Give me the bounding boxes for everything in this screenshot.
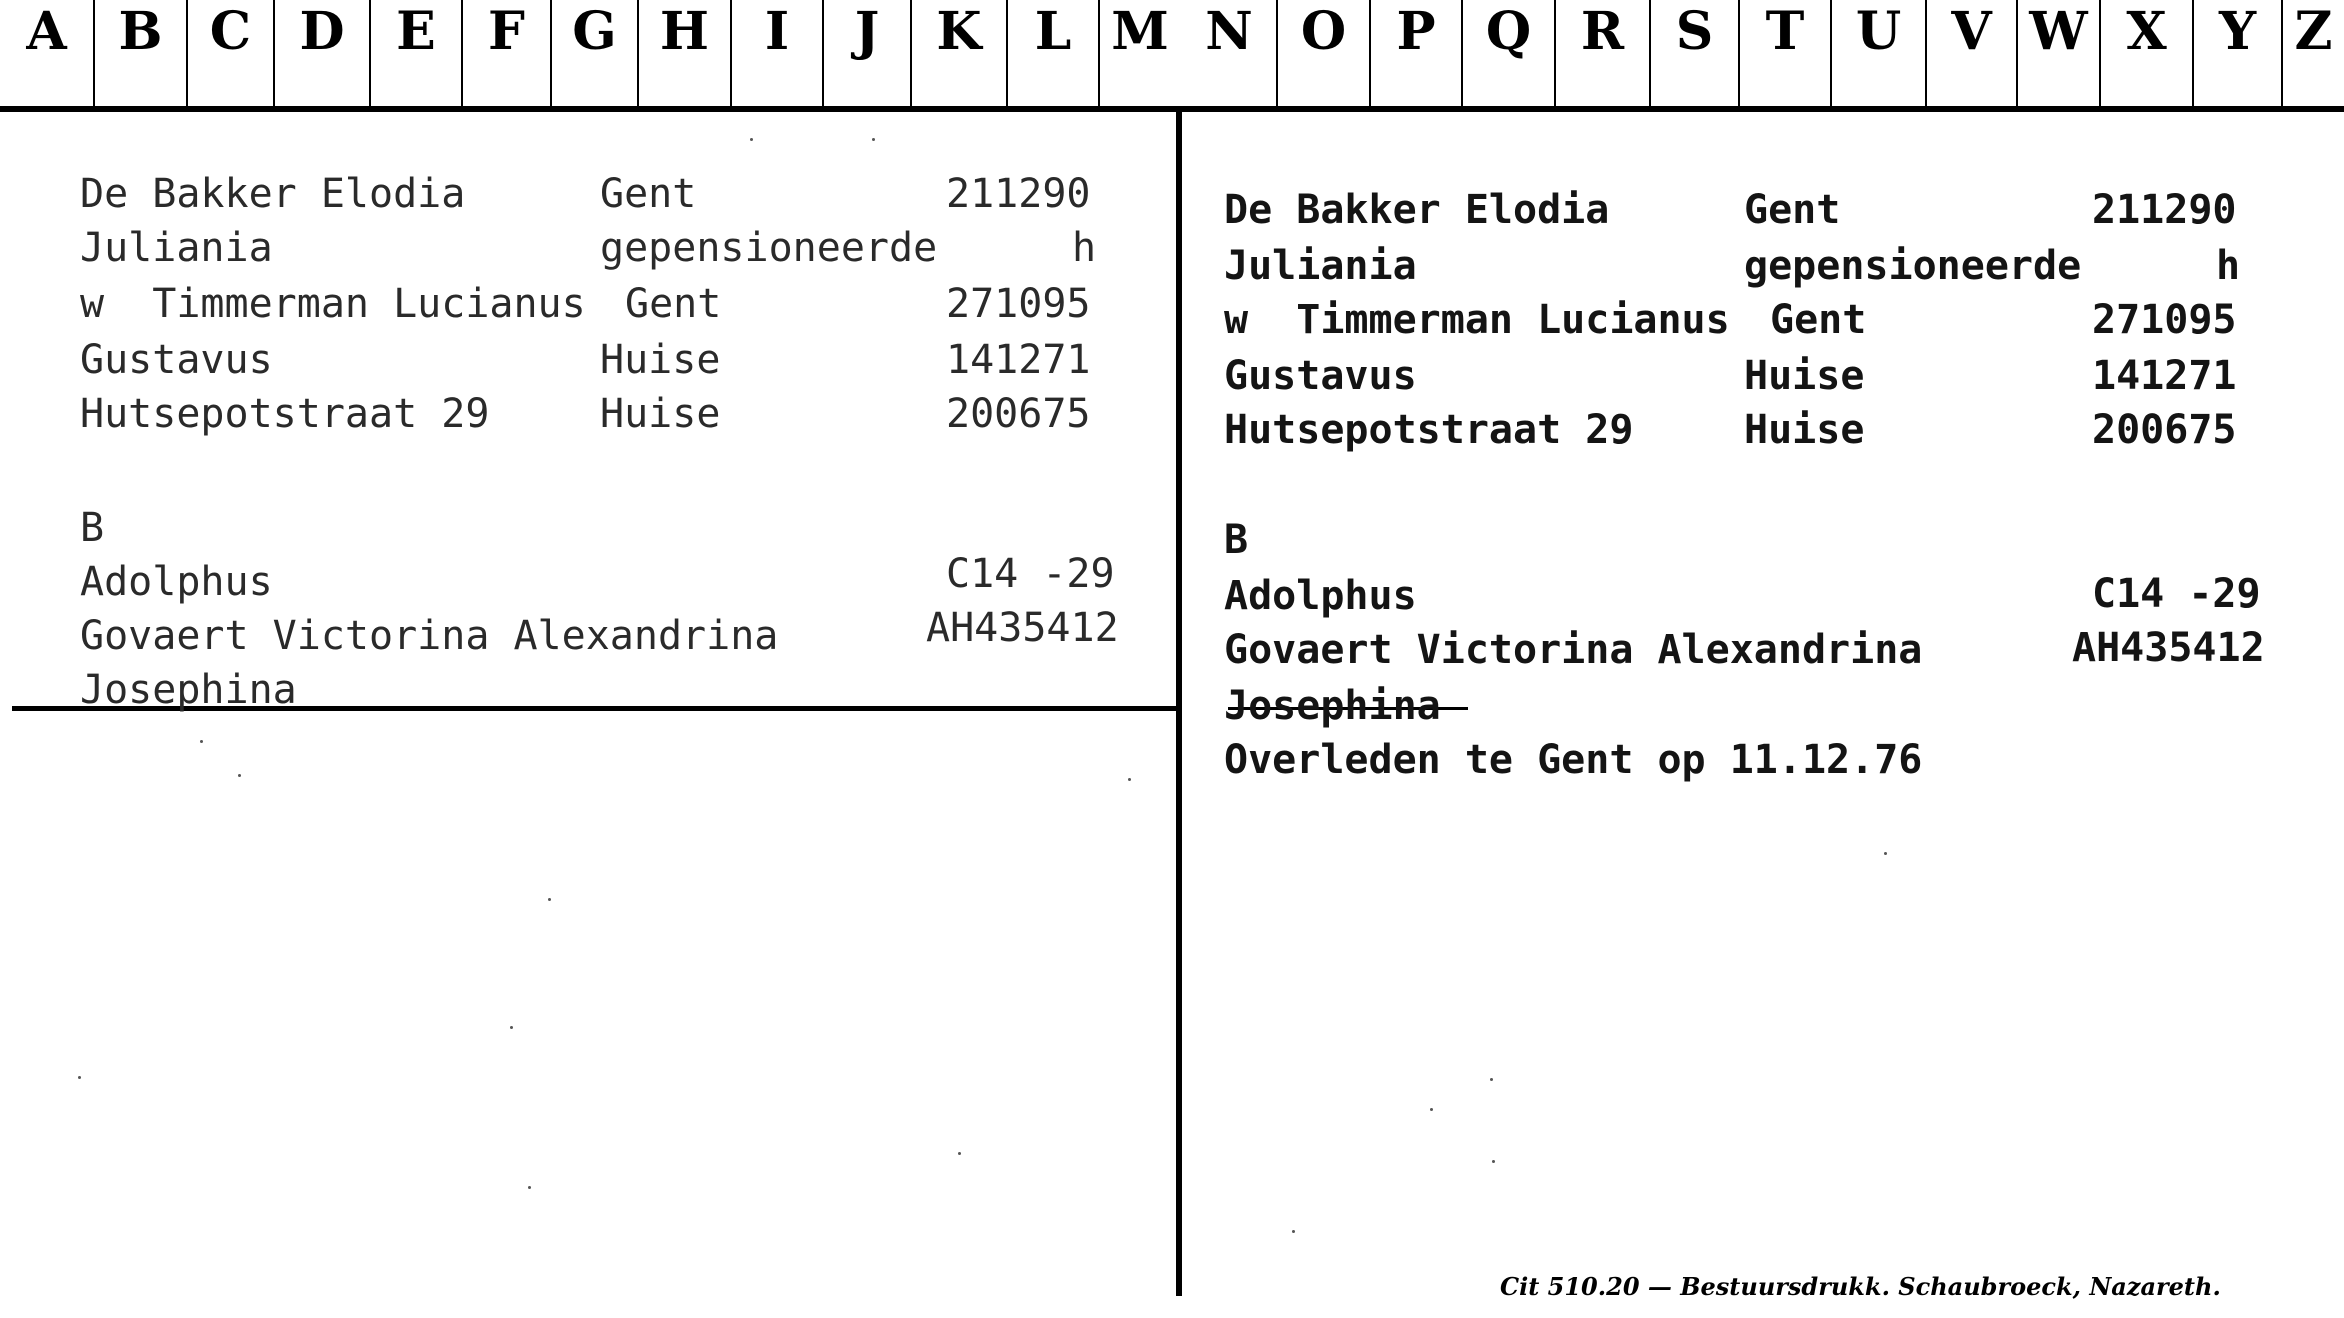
record-place: Gent [1744, 187, 1841, 233]
record-code: h [1072, 225, 1097, 271]
scan-speck [1292, 1230, 1295, 1233]
record-name: Gustavus [1224, 353, 1417, 399]
scan-speck [238, 774, 241, 777]
death-note: Overleden te Gent op 11.12.76 [1224, 737, 1923, 783]
alphabet-letter: O [1300, 1, 1347, 62]
scan-speck [958, 1152, 961, 1155]
record-name: Hutsepotstraat 29 [1224, 407, 1634, 453]
section-label: B [80, 505, 105, 551]
alphabet-letter: Y [2218, 1, 2257, 62]
alphabet-letter: B [118, 1, 163, 62]
record-place: gepensioneerde [1744, 243, 2082, 289]
record-name: Govaert Victorina Alexandrina [1224, 627, 1923, 673]
scan-speck [1430, 1108, 1433, 1111]
record-name: Adolphus [1224, 573, 1417, 619]
scan-speck [1128, 778, 1131, 781]
record-name: Adolphus [80, 559, 273, 605]
record-code: 211290 [2092, 187, 2237, 233]
record-name: w Timmerman Lucianus [80, 281, 586, 327]
alphabet-letter: S [1675, 1, 1714, 62]
alphabet-letter: J [854, 1, 880, 62]
alphabet-letter: T [1765, 1, 1805, 62]
alphabet-letter: W [2029, 1, 2088, 62]
record-name: Govaert Victorina Alexandrina [80, 613, 779, 659]
alphabet-letter: U [1855, 1, 1902, 62]
record-place: Huise [1744, 407, 1865, 453]
alphabet-index [0, 0, 2344, 112]
scan-speck [750, 138, 753, 141]
alphabet-letter: Q [1485, 1, 1532, 62]
scan-speck [78, 1076, 81, 1079]
alphabet-letter: F [488, 1, 525, 62]
scan-speck [1884, 852, 1887, 855]
record-code: 200675 [2092, 407, 2237, 453]
record-code: 211290 [946, 171, 1091, 217]
alphabet-letter: Z [2294, 1, 2333, 62]
alphabet-letter: M [1111, 1, 1169, 62]
alphabet-letter: E [396, 1, 436, 62]
record-name: w Timmerman Lucianus [1224, 297, 1730, 343]
record-place: Gent [1770, 297, 1867, 343]
alphabet-letter: L [1034, 1, 1072, 62]
record-name: Juliania [80, 225, 273, 271]
scan-speck [528, 1186, 531, 1189]
alphabet-letter: X [2126, 1, 2167, 62]
record-place: Gent [600, 171, 697, 217]
record-code: 271095 [946, 281, 1091, 327]
alphabet-letter: V [1951, 1, 1992, 62]
record-place: Huise [600, 391, 721, 437]
record-place: Gent [625, 281, 722, 327]
record-code: 141271 [2092, 353, 2237, 399]
alphabet-letter: N [1205, 1, 1253, 62]
alphabet-letter: K [936, 1, 982, 62]
record-name: Josephina [80, 667, 297, 713]
record-code: 141271 [946, 337, 1091, 383]
record-name: Juliania [1224, 243, 1417, 289]
alphabet-letter: G [572, 1, 617, 62]
scan-speck [200, 740, 203, 743]
record-name: De Bakker Elodia [1224, 187, 1610, 233]
record-code: C14 -29 [2092, 571, 2261, 617]
record-name: Hutsepotstraat 29 [80, 391, 490, 437]
printer-imprint: Cit 510.20 — Bestuursdrukk. Schaubroeck, Nazareth. [1500, 1272, 2221, 1301]
alphabet-letter: R [1580, 1, 1625, 62]
record-name: Josephina [1224, 683, 1441, 729]
alphabet-letter: C [209, 1, 252, 62]
alphabet-letter: I [764, 1, 790, 62]
alphabet-letter: A [26, 1, 67, 62]
alphabet-letter: H [659, 1, 710, 62]
record-place: gepensioneerde [600, 225, 938, 271]
scan-speck [510, 1026, 513, 1029]
scan-speck [1492, 1160, 1495, 1163]
record-code: AH435412 [2072, 625, 2265, 671]
alphabet-letter: P [1396, 1, 1436, 62]
alphabet-letter: D [299, 1, 345, 62]
record-name: De Bakker Elodia [80, 171, 466, 217]
card-divider [1176, 106, 1182, 1296]
record-code: h [2216, 243, 2241, 289]
record-code: 200675 [946, 391, 1091, 437]
record-code: C14 -29 [946, 551, 1115, 597]
section-label: B [1224, 517, 1249, 563]
header-rule [0, 106, 2344, 112]
scan-speck [872, 138, 875, 141]
scan-speck [1490, 1078, 1493, 1081]
record-code: 271095 [2092, 297, 2237, 343]
record-place: Huise [600, 337, 721, 383]
record-name: Gustavus [80, 337, 273, 383]
record-place: Huise [1744, 353, 1865, 399]
scan-speck [548, 898, 551, 901]
record-code: AH435412 [926, 605, 1119, 651]
